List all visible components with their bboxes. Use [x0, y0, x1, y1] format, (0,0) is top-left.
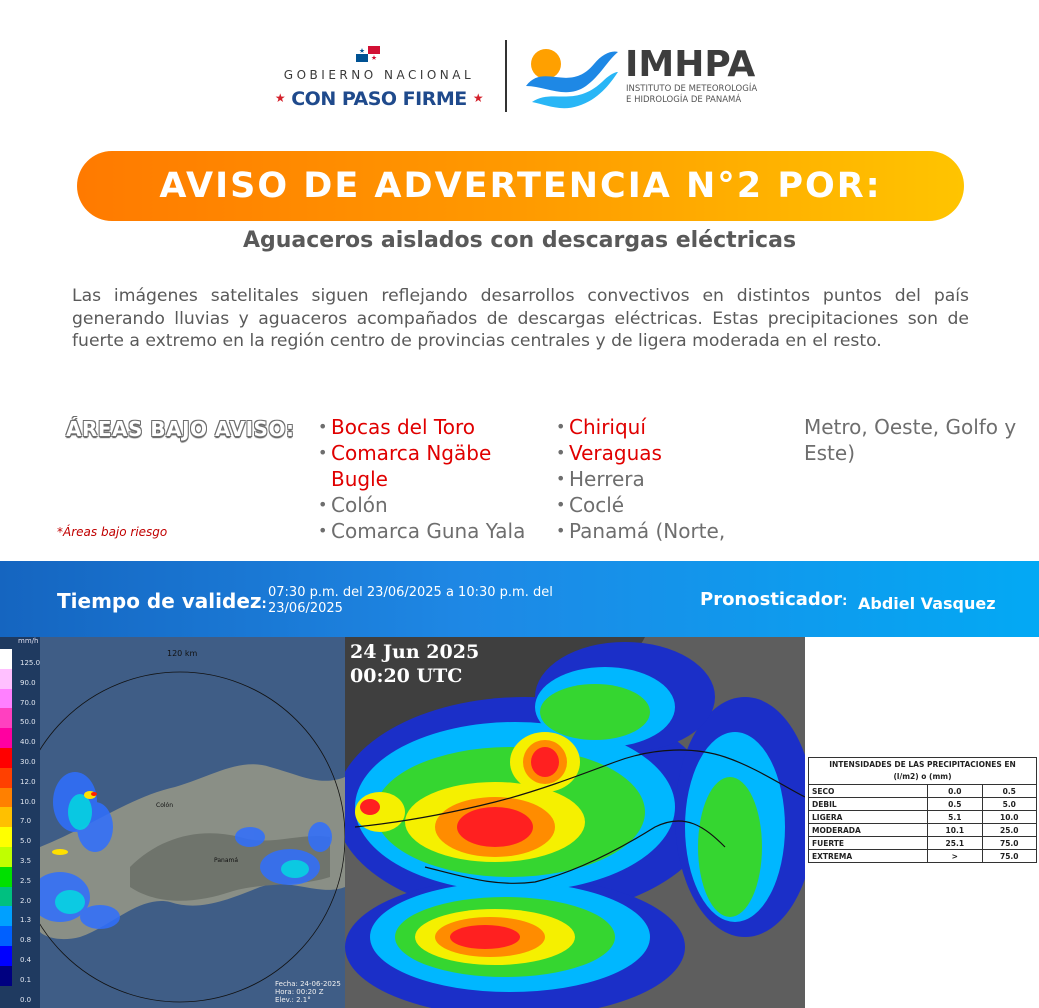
- intensity-category: LIGERA: [809, 811, 928, 824]
- radar-range-label: 120 km: [167, 649, 198, 658]
- radar-scale-swatch: [0, 827, 12, 847]
- areas-column-3: Metro, Oeste, Golfo y Este): [804, 415, 1017, 465]
- radar-scale-swatch: [0, 887, 12, 907]
- radar-scale-unit: mm/h: [18, 637, 39, 645]
- radar-date: Fecha: 24-06-2025: [275, 980, 341, 988]
- intensity-row: [809, 785, 1037, 798]
- gob-line1: GOBIERNO NACIONAL: [283, 68, 475, 82]
- imhpa-sub-line1: INSTITUTO DE METEOROLOGÍA: [626, 84, 758, 94]
- intensity-value: 5.1: [928, 811, 982, 824]
- intensity-value: 10.0: [982, 811, 1036, 824]
- satellite-timestamp: [350, 640, 479, 688]
- intensity-table-title: [809, 758, 1037, 785]
- intensity-value: 25.1: [928, 837, 982, 850]
- radar-scale-swatch: [0, 946, 12, 966]
- radar-scale-label: 12.0: [20, 777, 36, 786]
- satellite-date: 24 Jun 2025: [350, 641, 480, 663]
- risk-note: *Áreas bajo riesgo: [57, 525, 168, 539]
- radar-scale-label: 90.0: [20, 678, 36, 687]
- area-item: • Veraguas: [556, 440, 776, 466]
- area-item: • Comarca Ngäbe Bugle: [318, 440, 548, 492]
- radar-scale-label: 5.0: [20, 837, 32, 846]
- radar-scale-swatch: [0, 689, 12, 709]
- radar-scale-label: 10.0: [20, 797, 36, 806]
- radar-scale-label: 125.0: [20, 659, 41, 667]
- radar-place-panama: Panamá: [214, 857, 239, 864]
- radar-scale-label: 7.0: [20, 817, 32, 826]
- gobierno-nacional-logo: [268, 46, 490, 112]
- imhpa-name: IMHPA: [625, 44, 756, 85]
- radar-scale-label: 0.1: [20, 975, 32, 984]
- warning-subtitle: Aguaceros aislados con descargas eléctricas: [242, 228, 797, 253]
- intensity-value: 75.0: [982, 850, 1036, 863]
- radar-scale-swatch: [0, 728, 12, 748]
- intensity-category: SECO: [809, 785, 928, 798]
- intensity-value: 10.1: [928, 824, 982, 837]
- radar-scale-label: 40.0: [20, 738, 36, 747]
- radar-scale-swatch: [0, 867, 12, 887]
- radar-scale-swatch: [0, 788, 12, 808]
- area-item: • Comarca Guna Yala: [318, 518, 548, 544]
- radar-scale: [0, 637, 40, 1008]
- area-item: • Chiriquí: [556, 414, 776, 440]
- radar-scale-swatch: [0, 986, 12, 1006]
- intensity-value: >: [928, 850, 982, 863]
- intensity-value: 0.5: [928, 798, 982, 811]
- intensity-value: 0.5: [982, 785, 1036, 798]
- radar-elev: Elev.: 2.1°: [275, 996, 311, 1004]
- intensity-value: 0.0: [928, 785, 982, 798]
- radar-scale-label: 0.8: [20, 936, 32, 945]
- area-item: • Coclé: [556, 492, 776, 518]
- intensity-category: FUERTE: [809, 837, 928, 850]
- areas-column-1: [318, 414, 548, 544]
- area-item: • Bocas del Toro: [318, 414, 548, 440]
- radar-scale-swatch: [0, 926, 12, 946]
- areas-label: ÁREAS BAJO AVISO:: [66, 417, 295, 441]
- area-item: • Panamá (Norte,: [556, 518, 776, 544]
- title-banner: [77, 151, 964, 221]
- forecaster-label: Pronosticador:: [700, 589, 848, 610]
- imhpa-emblem-icon: [524, 42, 618, 110]
- intensity-row: [809, 837, 1037, 850]
- radar-map: [0, 637, 345, 1008]
- area-item: • Herrera: [556, 466, 776, 492]
- radar-scale-swatch: [0, 906, 12, 926]
- radar-scale-swatch: [0, 649, 12, 669]
- validity-label: Tiempo de validez:: [57, 589, 267, 613]
- banner-title: AVISO DE ADVERTENCIA N°2 POR:: [159, 166, 882, 206]
- radar-scale-swatch: [0, 708, 12, 728]
- radar-scale-swatch: [0, 748, 12, 768]
- intensity-value: 75.0: [982, 837, 1036, 850]
- intensity-value: 25.0: [982, 824, 1036, 837]
- forecaster-name: Abdiel Vasquez: [858, 594, 996, 613]
- radar-scale-label: 3.5: [20, 857, 32, 865]
- validity-label-text: Tiempo de validez: [57, 589, 262, 613]
- radar-info: [275, 980, 341, 1004]
- satellite-time: 00:20 UTC: [350, 665, 463, 687]
- satellite-image: [345, 637, 805, 1008]
- intensity-value: 5.0: [982, 798, 1036, 811]
- radar-scale-swatch: [0, 966, 12, 986]
- intensity-row: [809, 850, 1037, 863]
- radar-scale-label: 1.3: [20, 916, 32, 925]
- radar-scale-label: 50.0: [20, 718, 36, 727]
- star-icon: ★: [274, 91, 286, 105]
- warning-description: Las imágenes satelitales siguen reflejando desarrollos convectivos en distintos puntos del país generando lluvias y aguaceros acompañados de descargas eléctricas. Estas precipitaciones son de fuerte a extremo en la región centro de provincias centrales y de ligera moderada en el resto.: [72, 286, 969, 351]
- satellite-map: [345, 637, 805, 1008]
- radar-place-colon: Colón: [156, 802, 174, 809]
- validity-bar: [0, 561, 1039, 637]
- radar-scale-swatch: [0, 669, 12, 689]
- star-icon: ★: [472, 91, 484, 105]
- logo-divider: [505, 40, 507, 112]
- gob-line2: [268, 88, 490, 110]
- intensity-title-1: INTENSIDADES DE LAS PRECIPITACIONES EN: [829, 760, 1016, 769]
- radar-scale-label: 70.0: [20, 698, 36, 707]
- intensity-row: [809, 824, 1037, 837]
- validity-value: 07:30 p.m. del 23/06/2025 a 10:30 p.m. del 23/06/2025: [268, 585, 553, 616]
- forecaster-label-text: Pronosticador: [700, 589, 843, 610]
- radar-scale-label: 0.0: [20, 995, 32, 1004]
- imhpa-subtitle: [626, 84, 776, 106]
- areas-column-2: [556, 414, 776, 544]
- intensity-category: MODERADA: [809, 824, 928, 837]
- radar-scale-swatch: [0, 847, 12, 867]
- intensity-title-2: (l/m2) o (mm): [893, 772, 952, 781]
- intensity-table: [808, 757, 1037, 863]
- panama-flag-icon: [356, 46, 380, 62]
- radar-image: [0, 637, 345, 1008]
- imhpa-sub-line2: E HIDROLOGÍA DE PANAMÁ: [626, 95, 742, 105]
- radar-scale-swatch: [0, 768, 12, 788]
- intensity-row: [809, 811, 1037, 824]
- gob-slogan: CON PASO FIRME: [291, 88, 467, 110]
- radar-scale-label: 2.5: [20, 876, 32, 885]
- intensity-row: [809, 798, 1037, 811]
- intensity-category: DEBIL: [809, 798, 928, 811]
- radar-time: Hora: 00:20 Z: [275, 988, 324, 996]
- radar-scale-label: 2.0: [20, 896, 32, 905]
- radar-scale-swatch: [0, 807, 12, 827]
- radar-scale-label: 0.4: [20, 956, 32, 964]
- area-item: • Colón: [318, 492, 548, 518]
- radar-scale-label: 30.0: [20, 758, 36, 766]
- intensity-category: EXTREMA: [809, 850, 928, 863]
